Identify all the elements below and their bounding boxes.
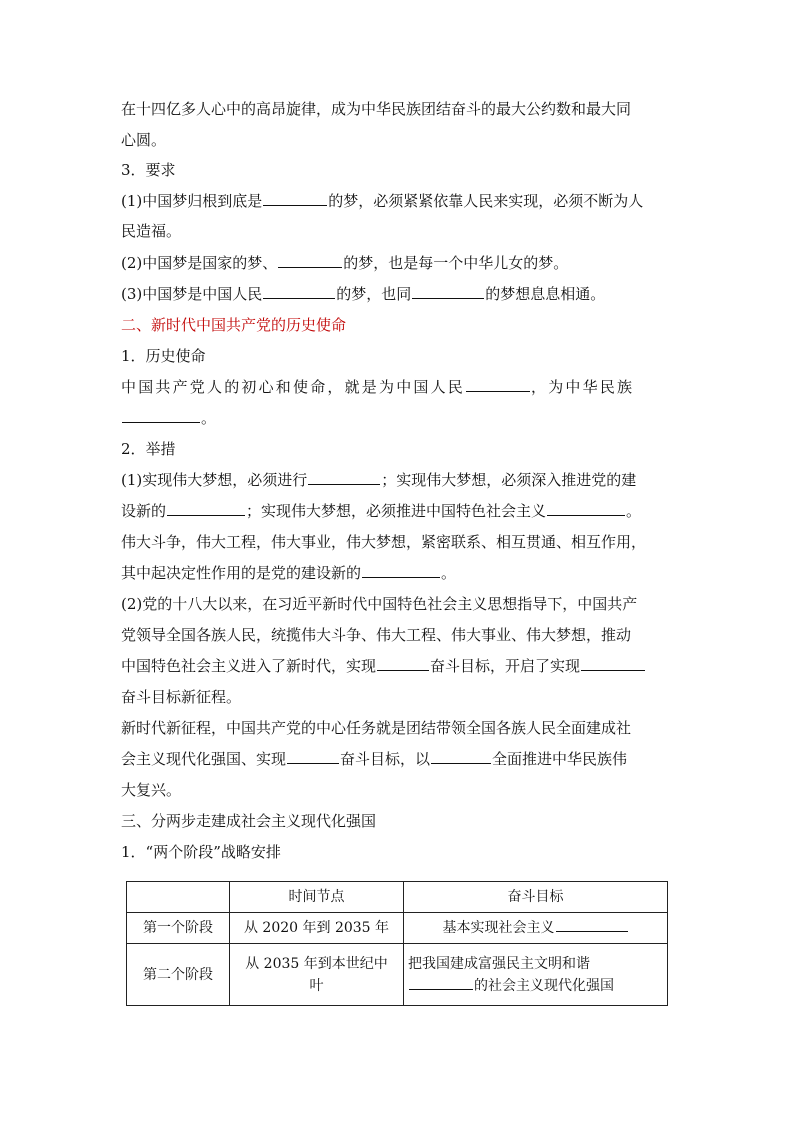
paragraph-line: 中国共产党人的初心和使命，就是为中国人民 ，为中华民族 xyxy=(121,378,635,396)
fill-blank[interactable] xyxy=(362,563,440,578)
paragraph-line: 在十四亿多人心中的高昂旋律，成为中华民族团结奋斗的最大公约数和最大同 xyxy=(121,100,632,118)
fill-blank[interactable] xyxy=(466,377,530,392)
subsection-heading: 2．举措 xyxy=(121,440,176,458)
goal-cell: 基本实现社会主义 xyxy=(404,913,668,944)
strategy-table xyxy=(126,881,668,1006)
paragraph-line: 中国特色社会主义进入了新时代，实现 奋斗目标，开启了实现 xyxy=(121,656,646,676)
fill-blank[interactable] xyxy=(431,749,491,764)
section-heading: 3．要求 xyxy=(121,161,176,179)
table-row xyxy=(127,913,668,944)
fill-blank[interactable] xyxy=(412,284,484,299)
paragraph-line: 其中起决定性作用的是党的建设新的 。 xyxy=(121,564,457,582)
table-header-cell: 时间节点 xyxy=(230,882,404,913)
fill-blank[interactable] xyxy=(278,253,342,268)
section-heading: 三、分两步走建成社会主义现代化强国 xyxy=(121,812,377,830)
fill-blank[interactable] xyxy=(122,408,200,423)
fill-blank[interactable] xyxy=(409,975,473,990)
time-cell: 从 2035 年到本世纪中 叶 xyxy=(230,944,404,1006)
paragraph-line: 伟大斗争，伟大工程，伟大事业，伟大梦想，紧密联系、相互贯通、相互作用， xyxy=(121,533,647,551)
paragraph-line: (1)实现伟大梦想，必须进行 ；实现伟大梦想，必须深入推进党的建 xyxy=(121,471,637,489)
paragraph-line: (3)中国梦是中国人民 的梦，也同 的梦想息息相通。 xyxy=(121,285,606,303)
fill-blank[interactable] xyxy=(547,501,625,516)
fill-blank[interactable] xyxy=(263,191,327,206)
paragraph-line: 设新的 ；实现伟大梦想，必须推进中国特色社会主义 。 xyxy=(121,502,642,520)
section-heading: 二、新时代中国共产党的历史使命 xyxy=(121,316,347,334)
paragraph-line: (1)中国梦归根到底是 的梦，必须紧紧依靠人民来实现，必须不断为人 xyxy=(121,192,644,210)
table-row xyxy=(127,944,668,1006)
stage-cell: 第二个阶段 xyxy=(127,944,230,1006)
paragraph-line: (2)党的十八大以来，在习近平新时代中国特色社会主义思想指导下，中国共产 xyxy=(121,595,638,613)
subsection-heading: 1．“两个阶段”战略安排 xyxy=(121,843,281,861)
table-header-cell xyxy=(127,882,230,913)
time-cell: 从 2020 年到 2035 年 xyxy=(230,913,404,944)
paragraph-line: 会主义现代化强国、实现 奋斗目标，以 全面推进中华民族伟 xyxy=(121,750,628,768)
paragraph-line: 。 xyxy=(121,408,216,428)
fill-blank[interactable] xyxy=(581,656,645,671)
fill-blank[interactable] xyxy=(377,656,429,671)
paragraph-line: (2)中国梦是国家的梦、 的梦，也是每一个中华儿女的梦。 xyxy=(121,254,569,272)
fill-blank[interactable] xyxy=(308,470,380,485)
fill-blank[interactable] xyxy=(287,749,339,764)
table-header-row xyxy=(127,882,668,913)
paragraph-line: 新时代新征程，中国共产党的中心任务就是团结带领全国各族人民全面建成社 xyxy=(121,719,632,737)
goal-cell: 把我国建成富强民主文明和谐 的社会主义现代化强国 xyxy=(404,944,668,1006)
fill-blank[interactable] xyxy=(167,501,245,516)
fill-blank[interactable] xyxy=(263,284,335,299)
paragraph-line: 民造福。 xyxy=(121,222,182,240)
table-header-cell: 奋斗目标 xyxy=(404,882,668,913)
paragraph-line: 大复兴。 xyxy=(121,781,182,799)
paragraph-line: 奋斗目标新征程。 xyxy=(121,688,242,706)
subsection-heading: 1．历史使命 xyxy=(121,347,206,365)
paragraph-line: 党领导全国各族人民，统揽伟大斗争、伟大工程、伟大事业、伟大梦想，推动 xyxy=(121,626,632,644)
fill-blank[interactable] xyxy=(556,917,628,932)
stage-cell: 第一个阶段 xyxy=(127,913,230,944)
paragraph-line: 心圆。 xyxy=(121,131,167,149)
